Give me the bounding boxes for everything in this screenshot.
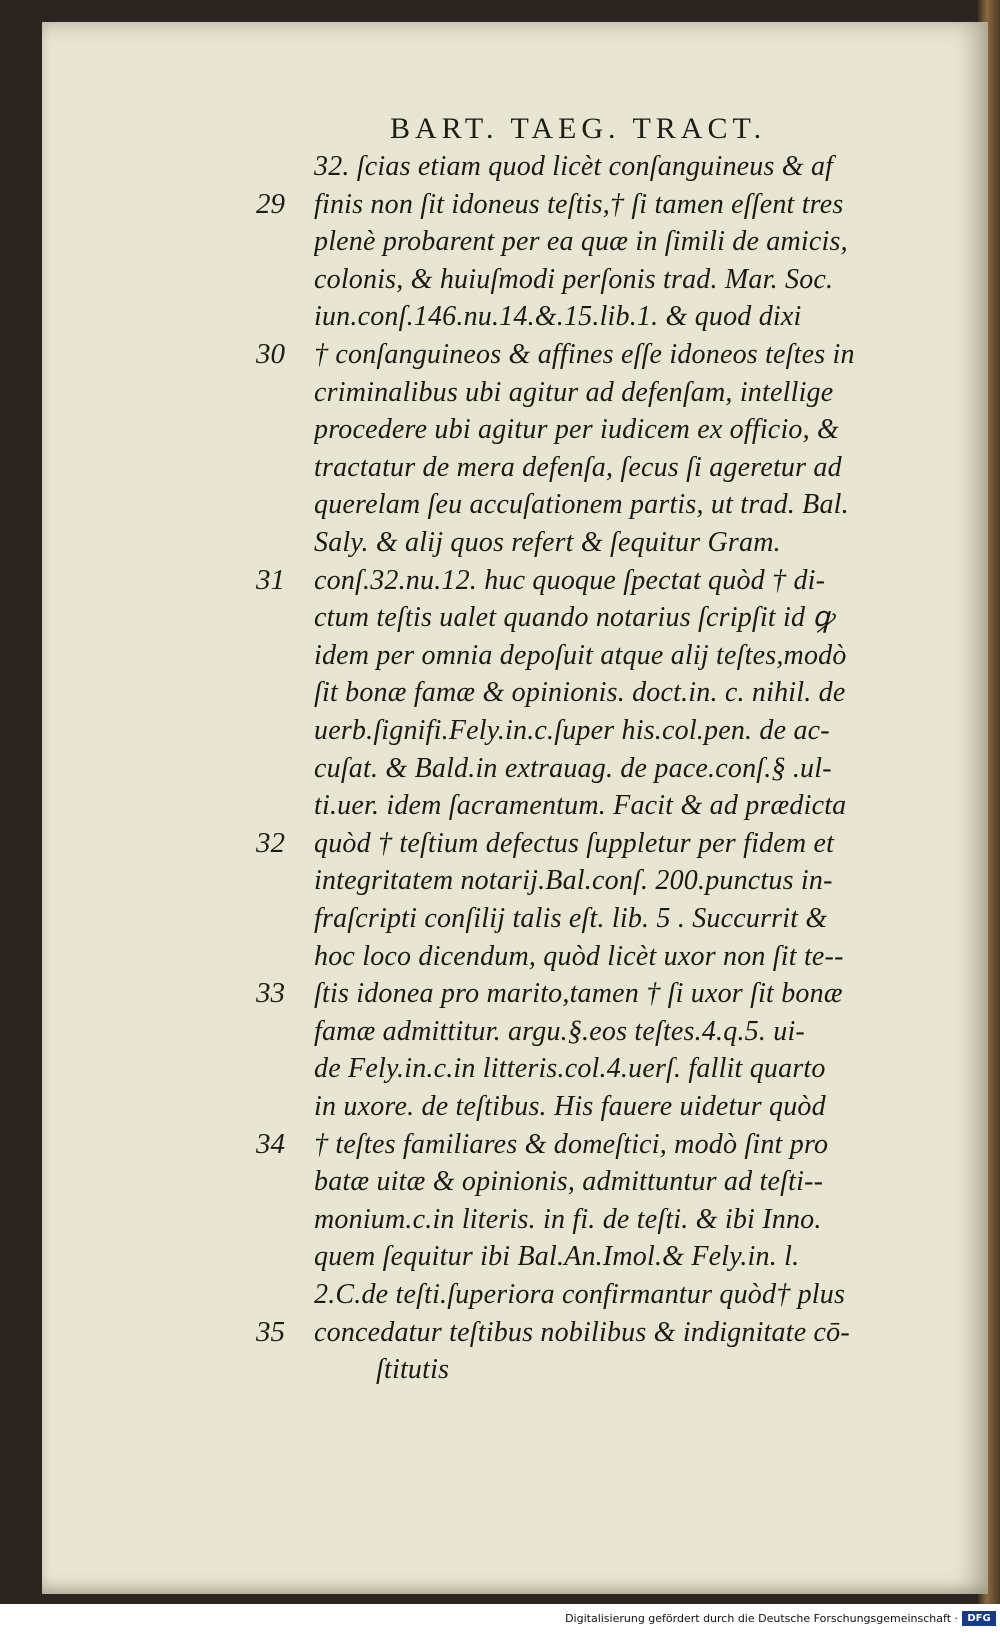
text-line: concedatur teſtibus nobilibus & indignitate cō- <box>314 1316 850 1348</box>
text-line: plenè probarent per ea quæ in ſimili de amicis, <box>314 226 848 258</box>
text-line: 32. ſcias etiam quod licèt conſanguineus & af <box>314 151 834 182</box>
text-line: ti.uer. idem ſacramentum. Facit & ad prædicta <box>314 790 847 822</box>
margin-number: 29 <box>256 187 285 220</box>
text-line: quòd † teſtium defectus ſuppletur per fidem et <box>314 827 835 859</box>
text-line: † teſtes familiares & domeſtici, modò ſint pro <box>314 1128 829 1160</box>
text-line: procedere ubi agitur per iudicem ex officio, & <box>314 414 839 446</box>
margin-number: 34 <box>256 1127 285 1160</box>
text-line: hoc loco dicendum, quòd licèt uxor non ſit te-- <box>314 940 844 972</box>
text-line: colonis, & huiuſmodi perſonis trad. Mar. Soc. <box>314 263 834 295</box>
footer-bar <box>0 1604 1000 1634</box>
text-line: quem ſequitur ibi Bal.An.Imol.& Fely.in. l. <box>314 1241 800 1273</box>
text-line: ſit bonæ famæ & opinionis. doct.in. c. nihil. de <box>314 677 846 709</box>
text-line: 2.C.de teſti.ſuperiora confirmantur quòd† plus <box>314 1279 846 1310</box>
text-line: ctum teſtis ualet quando notarius ſcripſit id ꝙ <box>314 602 834 634</box>
text-line: idem per omnia depoſuit atque alij teſtes,modò <box>314 639 847 671</box>
text-line: † conſanguineos & affines eſſe idoneos teſtes in <box>314 339 855 370</box>
text-line: fraſcripti conſilij talis eſt. lib. 5 . Succurrit & <box>314 903 828 934</box>
text-line: uerb.ſignifi.Fely.in.c.ſuper his.col.pen. de ac- <box>314 715 830 746</box>
footer-credit: Digitalisierung gefördert durch die Deutsche Forschungsgemeinschaft · <box>565 1612 958 1625</box>
text-line: cuſat. & Bald.in extrauag. de pace.conſ.§ .ul- <box>314 752 832 784</box>
text-line: in uxore. de teſtibus. His fauere uidetur quòd <box>314 1091 826 1122</box>
text-line: ſtis idonea pro marito,tamen † ſi uxor ſit bonæ <box>314 978 843 1010</box>
margin-number: 35 <box>256 1315 285 1348</box>
text-line: integritatem notarij.Bal.conſ. 200.punctus in- <box>314 865 833 897</box>
running-head: BART. TAEG. TRACT. <box>390 112 767 145</box>
margin-number: 33 <box>256 977 285 1010</box>
dfg-logo: DFG <box>962 1611 996 1626</box>
margin-number: 32 <box>256 826 285 859</box>
text-line: querelam ſeu accuſationem partis, ut trad. Bal. <box>314 489 849 521</box>
text-line: de Fely.in.c.in litteris.col.4.uerſ. fallit quarto <box>314 1053 826 1085</box>
text-line: monium.c.in literis. in fi. de teſti. & ibi Inno. <box>314 1203 822 1235</box>
text-line: batæ uitæ & opinionis, admittuntur ad teſti-- <box>314 1166 824 1198</box>
text-line: finis non ſit idoneus teſtis,† ſi tamen eſſent tres <box>314 188 844 220</box>
text-line: Saly. & alij quos refert & ſequitur Gram. <box>314 527 781 558</box>
margin-number: 30 <box>256 338 285 370</box>
text-line: criminalibus ubi agitur ad defenſam, intellige <box>314 376 834 408</box>
text-line: tractatur de mera defenſa, ſecus ſi ageretur ad <box>314 451 842 483</box>
text-line: conſ.32.nu.12. huc quoque ſpectat quòd † di- <box>314 564 826 596</box>
text-line: iun.conſ.146.nu.14.&.15.lib.1. & quod dixi <box>314 301 802 333</box>
text-line: ſtitutis <box>376 1354 450 1386</box>
margin-number: 31 <box>256 563 285 596</box>
text-line: famæ admittitur. argu.§.eos teſtes.4.q.5. ui- <box>314 1015 805 1047</box>
